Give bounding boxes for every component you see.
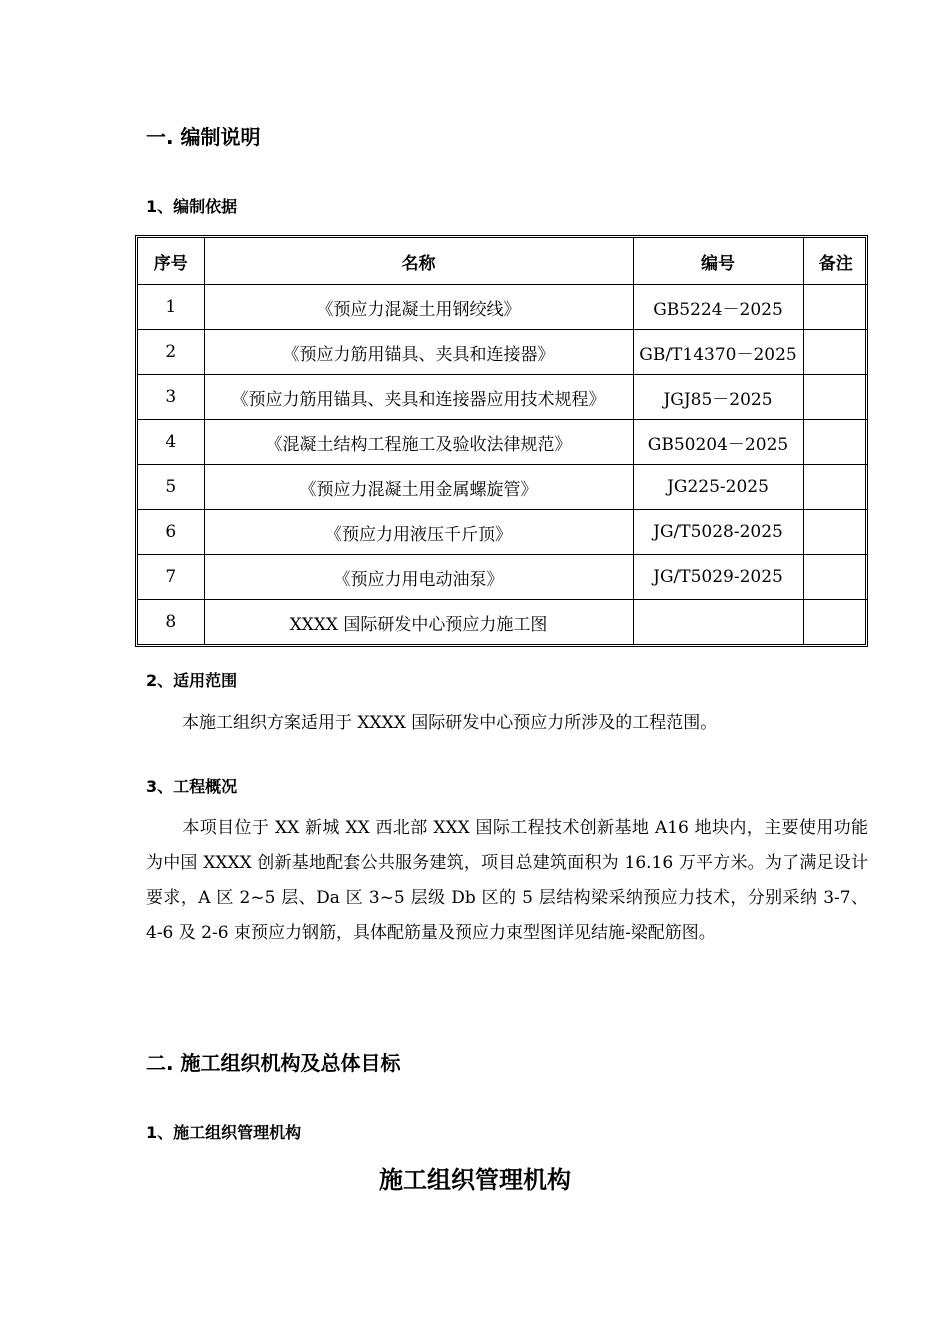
cell-no: 1 [138,285,204,330]
header-note: 备注 [803,238,868,285]
header-name: 名称 [204,238,633,285]
overview-text: 本项目位于 XX 新城 XX 西北部 XXX 国际工程技术创新基地 A16 地块内，主要使用功能为中国 XXXX 创新基地配套公共服务建筑，项目总建筑面积为 16.16 万平方米。为了满足设计要求，A 区 2~5 层、Da 区 3~5 层级 Db 区的 5 层结构梁采纳预应力技术，分别采纳 3-7、4-6 及 2-6 束预应力钢筋，具体配筋量及预应力束型图详见结施-梁配筋图。 [146,818,868,943]
cell-note [803,555,868,600]
header-no: 序号 [138,238,204,285]
scope-paragraph [146,706,868,741]
cell-note [803,465,868,510]
cell-code: JG/T5028-2025 [633,510,803,555]
cell-no: 8 [138,600,204,645]
table-row [138,330,868,375]
section2-sub1-title: 1、施工组织管理机构 [146,1123,302,1142]
cell-no: 4 [138,420,204,465]
cell-no: 2 [138,330,204,375]
cell-no: 5 [138,465,204,510]
cell-code: GB5224－2025 [633,285,803,330]
cell-code: JG/T5029-2025 [633,555,803,600]
standards-table [135,235,868,647]
cell-name: 《预应力混凝土用钢绞线》 [204,285,633,330]
cell-no: 6 [138,510,204,555]
section2-title: 二. 施工组织机构及总体目标 [146,1051,401,1075]
cell-name: 《预应力混凝土用金属螺旋管》 [204,465,633,510]
section1-title: 一. 编制说明 [146,125,261,149]
org-chart-title: 施工组织管理机构 [379,1166,571,1194]
table-row [138,600,868,645]
cell-code: GB50204－2025 [633,420,803,465]
cell-name: 《预应力筋用锚具、夹具和连接器》 [204,330,633,375]
section1-sub3-title: 3、工程概况 [146,777,238,796]
cell-note [803,285,868,330]
table-header-row [138,238,868,285]
cell-no: 3 [138,375,204,420]
cell-note [803,510,868,555]
table-row [138,375,868,420]
overview-paragraph [146,811,868,951]
table-row [138,555,868,600]
table-row [138,465,868,510]
section1-sub2-title: 2、适用范围 [146,671,238,690]
section1-sub1-title: 1、编制依据 [146,197,238,216]
cell-name: 《混凝土结构工程施工及验收法律规范》 [204,420,633,465]
table-row [138,510,868,555]
cell-name: 《预应力用电动油泵》 [204,555,633,600]
cell-no: 7 [138,555,204,600]
cell-note [803,375,868,420]
cell-name: 《预应力筋用锚具、夹具和连接器应用技术规程》 [204,375,633,420]
cell-note [803,330,868,375]
cell-code [633,600,803,645]
table-row [138,420,868,465]
cell-code: GB/T14370－2025 [633,330,803,375]
cell-note [803,420,868,465]
cell-code: JG225-2025 [633,465,803,510]
header-code: 编号 [633,238,803,285]
scope-text: 本施工组织方案适用于 XXXX 国际研发中心预应力所涉及的工程范围。 [182,713,718,733]
cell-note [803,600,868,645]
cell-name: XXXX 国际研发中心预应力施工图 [204,600,633,645]
table-row [138,285,868,330]
cell-code: JGJ85－2025 [633,375,803,420]
cell-name: 《预应力用液压千斤顶》 [204,510,633,555]
